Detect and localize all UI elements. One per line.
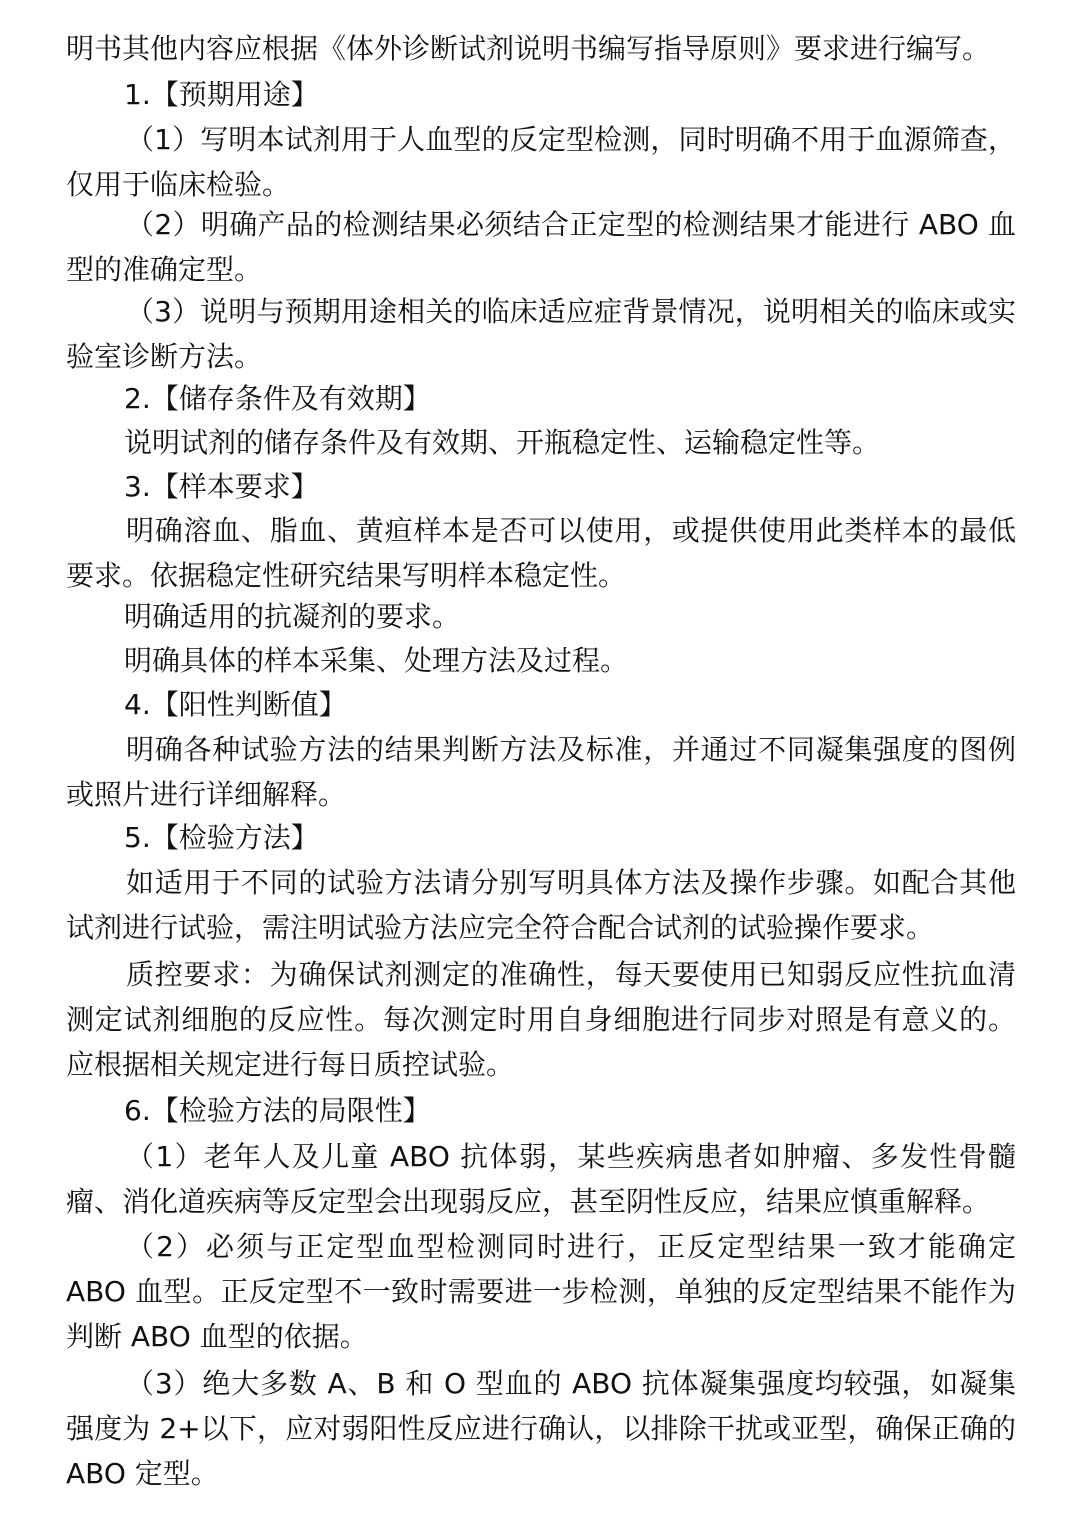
- section-heading-intended-use: 1.【预期用途】: [124, 78, 319, 111]
- section-heading-storage: 2.【储存条件及有效期】: [124, 382, 431, 415]
- paragraph-method: 如适用于不同的试验方法请分别写明具体方法及操作步骤。如配合其他试剂进行试验，需注明试验方法应完全符合配合试剂的试验操作要求。: [66, 866, 1016, 944]
- paragraph-storage: 说明试剂的储存条件及有效期、开瓶稳定性、运输稳定性等。: [124, 426, 881, 459]
- paragraph-limitation-3: （3）绝大多数 A、B 和 O 型血的 ABO 抗体凝集强度均较强，如凝集强度为 2+以下，应对弱阳性反应进行确认，以排除干扰或亚型，确保正确的 ABO 定型。: [66, 1367, 1016, 1490]
- section-heading-limitations: 6.【检验方法的局限性】: [124, 1094, 431, 1127]
- section-heading-positive: 4.【阳性判断值】: [124, 688, 347, 721]
- paragraph-use-3: （3）说明与预期用途相关的临床适应症背景情况，说明相关的临床或实验室诊断方法。: [66, 295, 1016, 373]
- paragraph-use-2: （2）明确产品的检测结果必须结合正定型的检测结果才能进行 ABO 血型的准确定型。: [66, 208, 1016, 286]
- paragraph-sample-2: 明确适用的抗凝剂的要求。: [124, 600, 461, 633]
- section-heading-sample: 3.【样本要求】: [124, 470, 319, 503]
- section-heading-method: 5.【检验方法】: [124, 821, 319, 854]
- paragraph-use-1: （1）写明本试剂用于人血型的反定型检测，同时明确不用于血源筛查，仅用于临床检验。: [66, 123, 1016, 201]
- paragraph-intro: 明书其他内容应根据《体外诊断试剂说明书编写指导原则》要求进行编写。: [66, 32, 991, 65]
- paragraph-positive: 明确各种试验方法的结果判断方法及标准，并通过不同凝集强度的图例或照片进行详细解释。: [66, 733, 1016, 811]
- paragraph-sample-1: 明确溶血、脂血、黄疸样本是否可以使用，或提供使用此类样本的最低要求。依据稳定性研究结果写明样本稳定性。: [66, 514, 1016, 592]
- paragraph-limitation-1: （1）老年人及儿童 ABO 抗体弱，某些疾病患者如肿瘤、多发性骨髓瘤、消化道疾病等反定型会出现弱反应，甚至阴性反应，结果应慎重解释。: [66, 1140, 1016, 1218]
- paragraph-qc: 质控要求：为确保试剂测定的准确性，每天要使用已知弱反应性抗血清测定试剂细胞的反应性。每次测定时用自身细胞进行同步对照是有意义的。应根据相关规定进行每日质控试验。: [66, 958, 1016, 1081]
- paragraph-sample-3: 明确具体的样本采集、处理方法及过程。: [124, 644, 629, 677]
- paragraph-limitation-2: （2）必须与正定型血型检测同时进行，正反定型结果一致才能确定 ABO 血型。正反定型不一致时需要进一步检测，单独的反定型结果不能作为判断 ABO 血型的依据。: [66, 1230, 1016, 1353]
